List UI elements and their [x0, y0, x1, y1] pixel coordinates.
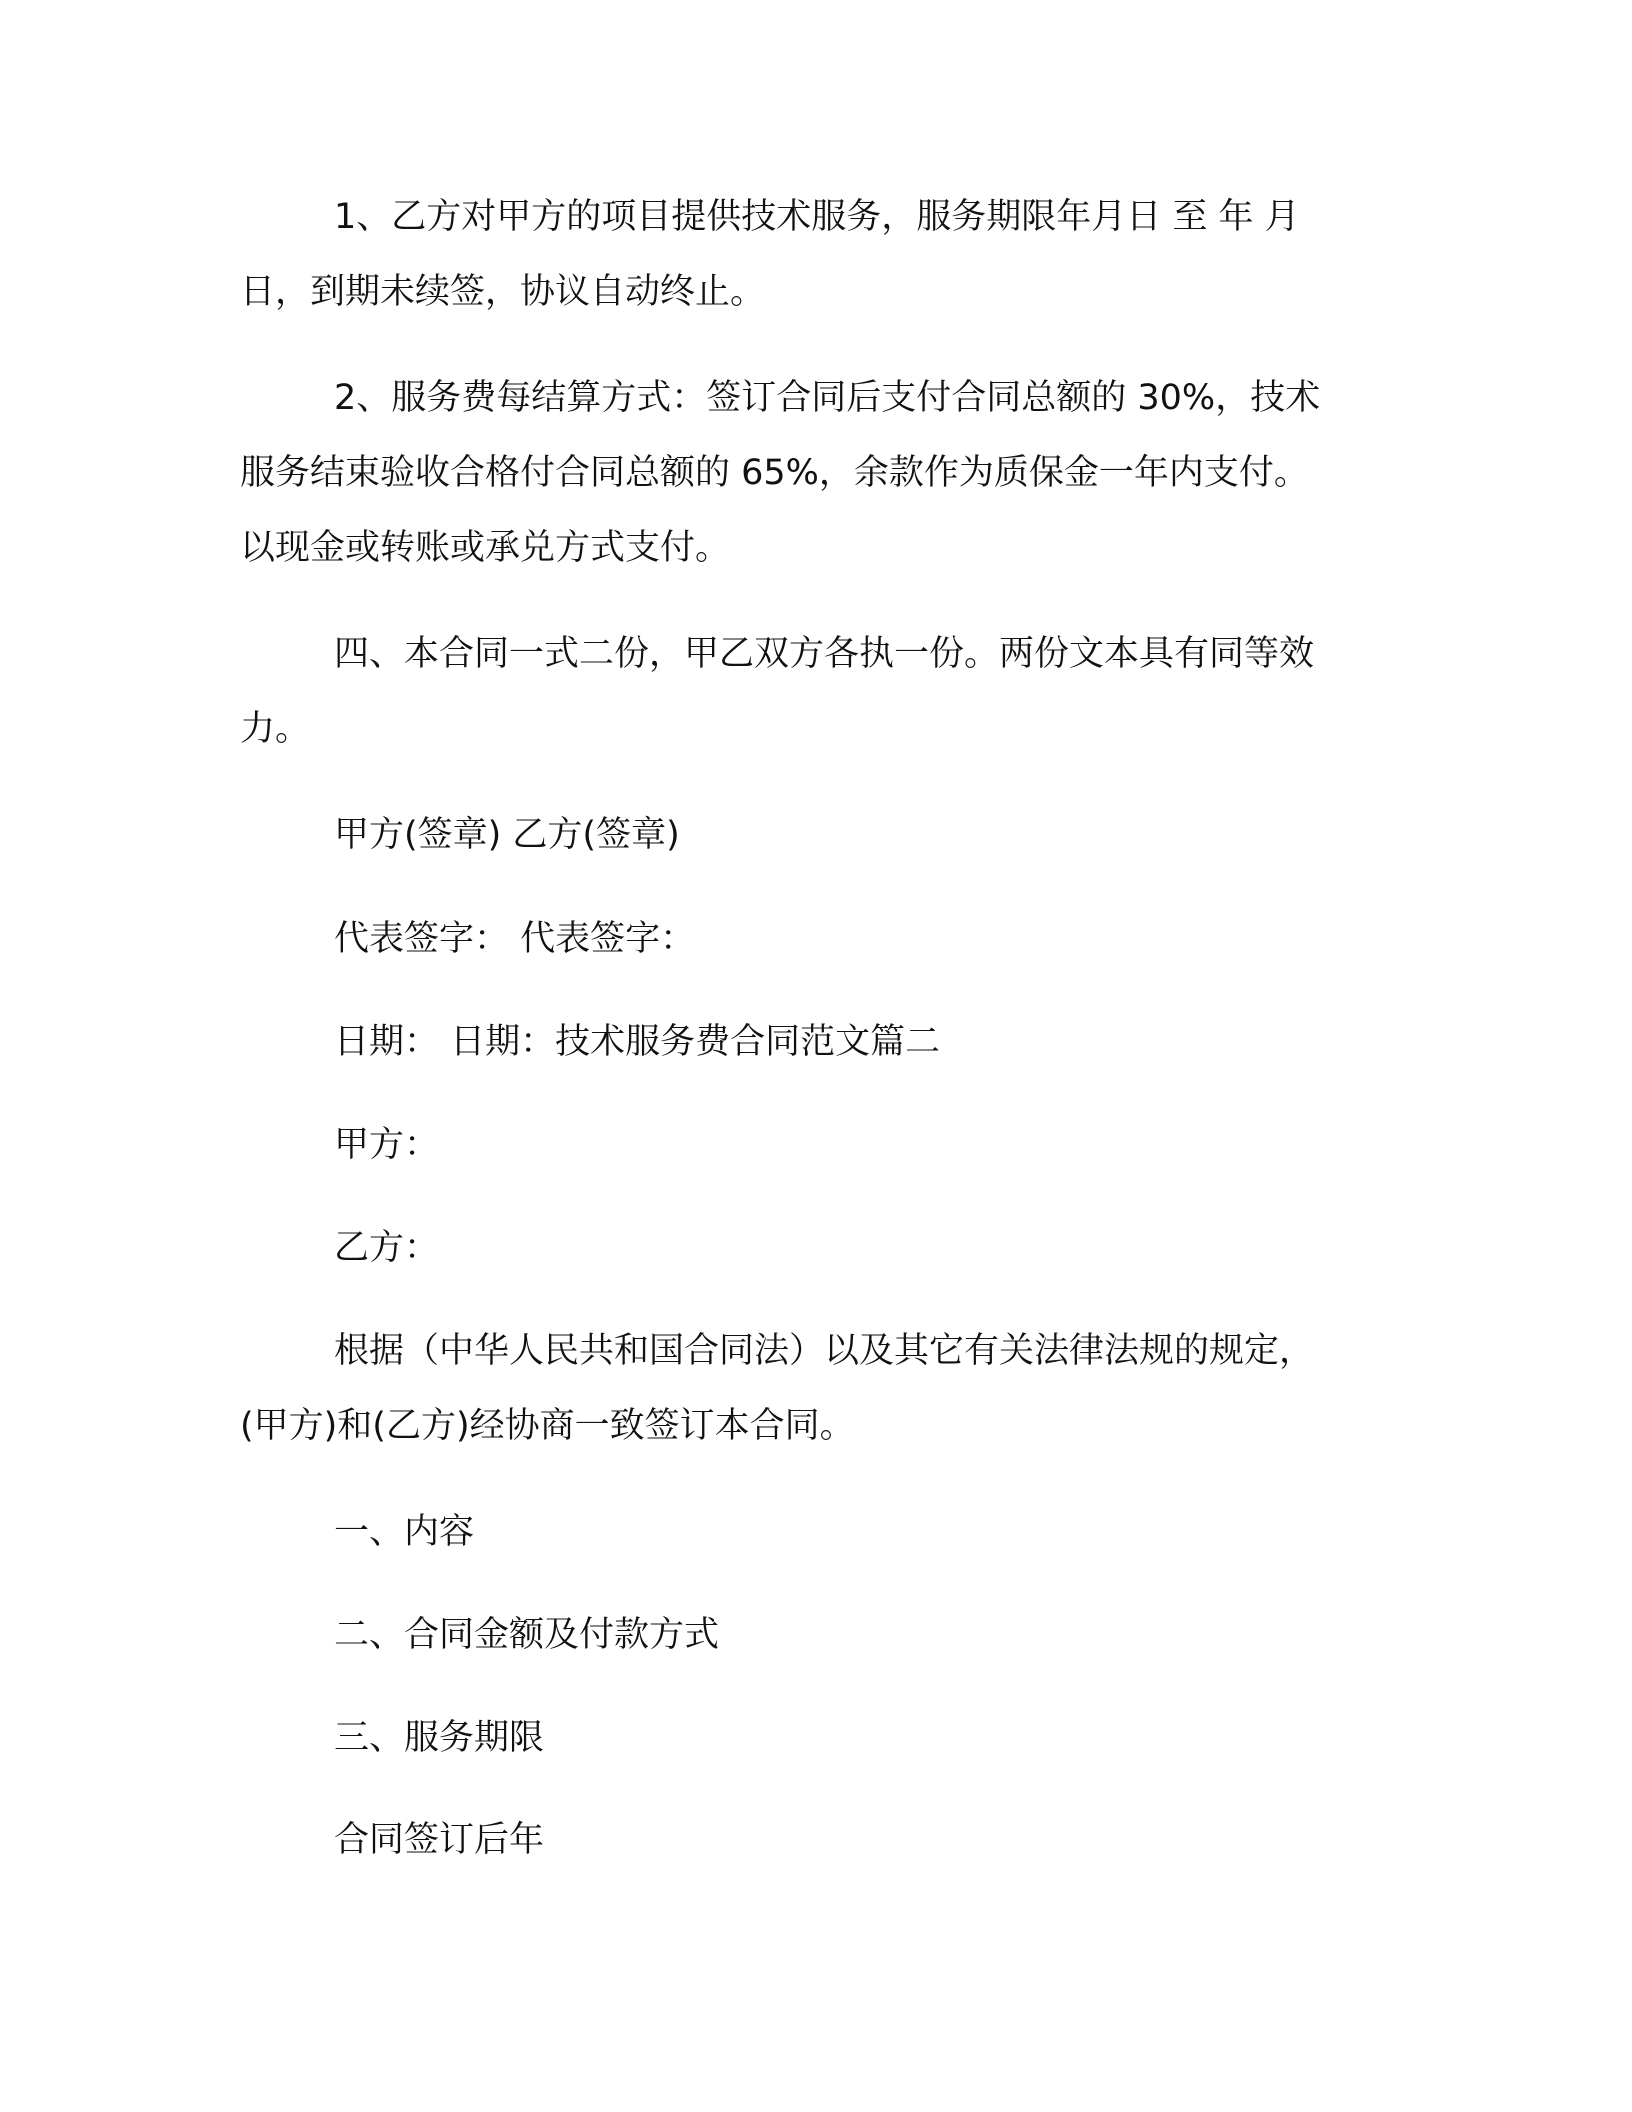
contract-basis-line-1: 根据（中华人民共和国合同法）以及其它有关法律法规的规定，: [334, 1331, 1315, 1371]
party-b-line: 乙方：: [334, 1228, 440, 1268]
section-one-heading: 一、内容: [334, 1512, 475, 1552]
paragraph-2-line-1: 2、服务费每结算方式：签订合同后支付合同总额的 30%，技术: [334, 378, 1321, 418]
signature-party-line: 甲方(签章) 乙方(签章): [334, 815, 680, 855]
representative-signature-line: 代表签字： 代表签字：: [334, 919, 696, 959]
paragraph-1-line-2: 日，到期未续签，协议自动终止。: [240, 272, 766, 312]
section-two-heading: 二、合同金额及付款方式: [334, 1615, 720, 1655]
contract-basis-line-2: (甲方)和(乙方)经协商一致签订本合同。: [240, 1406, 855, 1446]
paragraph-2-line-3: 以现金或转账或承兑方式支付。: [240, 528, 731, 568]
date-and-title-line: 日期： 日期：技术服务费合同范文篇二: [334, 1022, 941, 1062]
paragraph-2-line-2: 服务结束验收合格付合同总额的 65%，余款作为质保金一年内支付。: [240, 453, 1309, 493]
party-a-line: 甲方：: [334, 1125, 440, 1165]
paragraph-1-line-1: 1、乙方对甲方的项目提供技术服务，服务期限年月日 至 年 月: [334, 197, 1300, 237]
paragraph-3-line-1: 四、本合同一式二份，甲乙双方各执一份。两份文本具有同等效: [334, 634, 1315, 674]
section-three-heading: 三、服务期限: [334, 1718, 545, 1758]
paragraph-3-line-2: 力。: [240, 709, 311, 749]
service-term-line: 合同签订后年: [334, 1820, 545, 1860]
